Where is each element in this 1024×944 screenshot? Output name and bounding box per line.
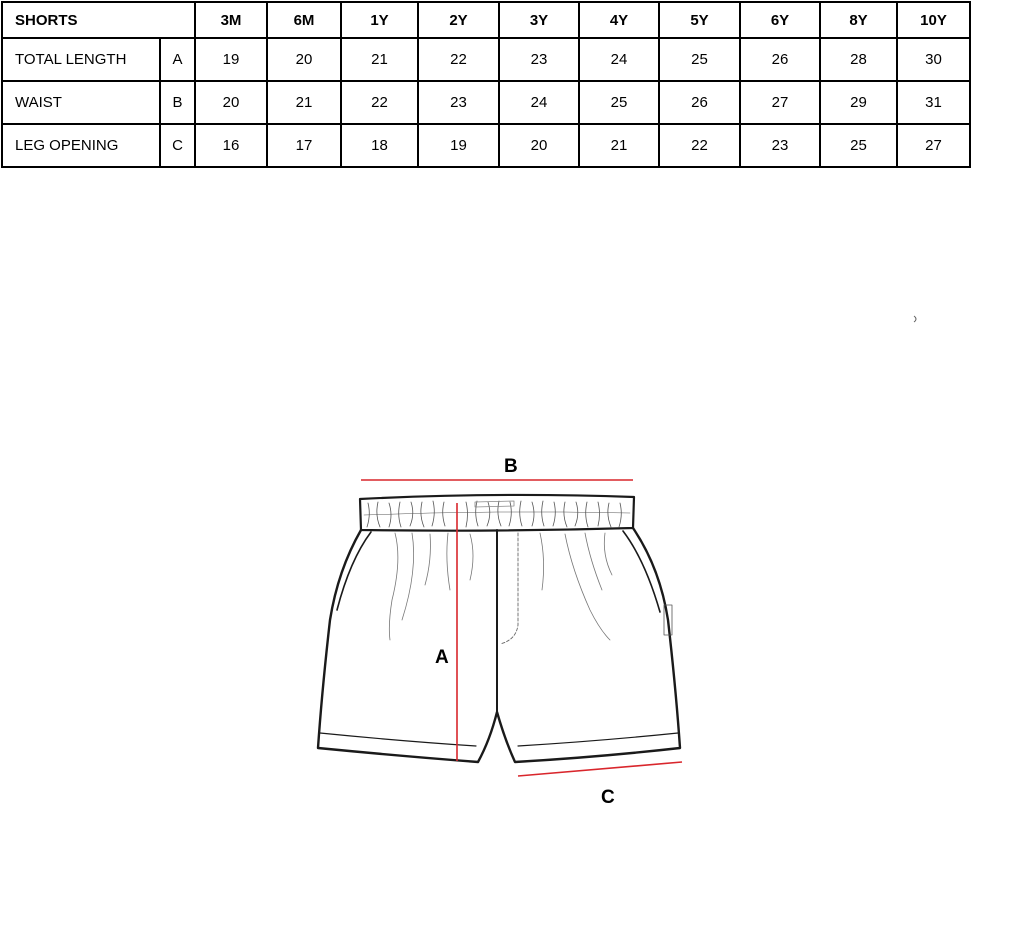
size-chart-table bbox=[1, 1, 971, 168]
table-cell: 21 bbox=[579, 124, 659, 167]
row-code: B bbox=[160, 81, 195, 124]
table-cell: 22 bbox=[659, 124, 740, 167]
table-cell: 26 bbox=[740, 38, 820, 81]
table-header-row bbox=[2, 2, 970, 38]
measurement-lines bbox=[361, 480, 682, 776]
fabric-folds bbox=[389, 533, 612, 640]
size-header-5y: 5Y bbox=[659, 2, 740, 38]
size-header-3y: 3Y bbox=[499, 2, 579, 38]
table-cell: 31 bbox=[897, 81, 970, 124]
table-cell: 29 bbox=[820, 81, 897, 124]
leg-opening-measure-line bbox=[518, 762, 682, 776]
row-code: A bbox=[160, 38, 195, 81]
table-row-waist bbox=[2, 81, 970, 124]
table-cell: 18 bbox=[341, 124, 418, 167]
shorts-body bbox=[318, 528, 680, 762]
table-cell: 20 bbox=[267, 38, 341, 81]
table-cell: 21 bbox=[341, 38, 418, 81]
table-cell: 27 bbox=[897, 124, 970, 167]
table-cell: 17 bbox=[267, 124, 341, 167]
waist-label-tab bbox=[475, 501, 514, 507]
table-cell: 21 bbox=[267, 81, 341, 124]
size-header-10y: 10Y bbox=[897, 2, 970, 38]
table-cell: 23 bbox=[499, 38, 579, 81]
table-cell: 25 bbox=[659, 38, 740, 81]
table-cell: 25 bbox=[579, 81, 659, 124]
row-label: WAIST bbox=[2, 81, 160, 124]
table-cell: 27 bbox=[740, 81, 820, 124]
row-label: LEG OPENING bbox=[2, 124, 160, 167]
shorts-outline bbox=[318, 495, 680, 762]
table-cell: 24 bbox=[499, 81, 579, 124]
table-row-total-length bbox=[2, 38, 970, 81]
size-header-4y: 4Y bbox=[579, 2, 659, 38]
table-cell: 22 bbox=[418, 38, 499, 81]
table-cell: 23 bbox=[418, 81, 499, 124]
table-cell: 30 bbox=[897, 38, 970, 81]
brand-tag bbox=[664, 605, 672, 635]
table-cell: 20 bbox=[499, 124, 579, 167]
table-cell: 24 bbox=[579, 38, 659, 81]
size-header-6m: 6M bbox=[267, 2, 341, 38]
size-header-2y: 2Y bbox=[418, 2, 499, 38]
table-cell: 28 bbox=[820, 38, 897, 81]
left-pocket-seam bbox=[337, 532, 371, 610]
table-cell: 19 bbox=[418, 124, 499, 167]
code-header-cell bbox=[160, 2, 195, 38]
table-cell: 19 bbox=[195, 38, 267, 81]
length-label: A bbox=[435, 647, 449, 668]
right-pocket-seam bbox=[623, 531, 660, 612]
fly-stitching bbox=[500, 533, 518, 644]
waist-label: B bbox=[504, 456, 518, 477]
size-header-3m: 3M bbox=[195, 2, 267, 38]
stray-mark bbox=[914, 316, 916, 322]
size-header-6y: 6Y bbox=[740, 2, 820, 38]
table-cell: 25 bbox=[820, 124, 897, 167]
left-hem bbox=[320, 733, 476, 746]
row-label: TOTAL LENGTH bbox=[2, 38, 160, 81]
waistband bbox=[360, 495, 634, 531]
table-cell: 22 bbox=[341, 81, 418, 124]
waistband-gathers bbox=[364, 501, 630, 527]
table-title: SHORTS bbox=[2, 2, 160, 38]
table-row-leg-opening bbox=[2, 124, 970, 167]
table-cell: 26 bbox=[659, 81, 740, 124]
table-cell: 23 bbox=[740, 124, 820, 167]
row-code: C bbox=[160, 124, 195, 167]
right-hem bbox=[518, 733, 678, 746]
size-header-8y: 8Y bbox=[820, 2, 897, 38]
table-cell: 20 bbox=[195, 81, 267, 124]
leg-opening-label: C bbox=[601, 787, 615, 808]
table-cell: 16 bbox=[195, 124, 267, 167]
size-header-1y: 1Y bbox=[341, 2, 418, 38]
